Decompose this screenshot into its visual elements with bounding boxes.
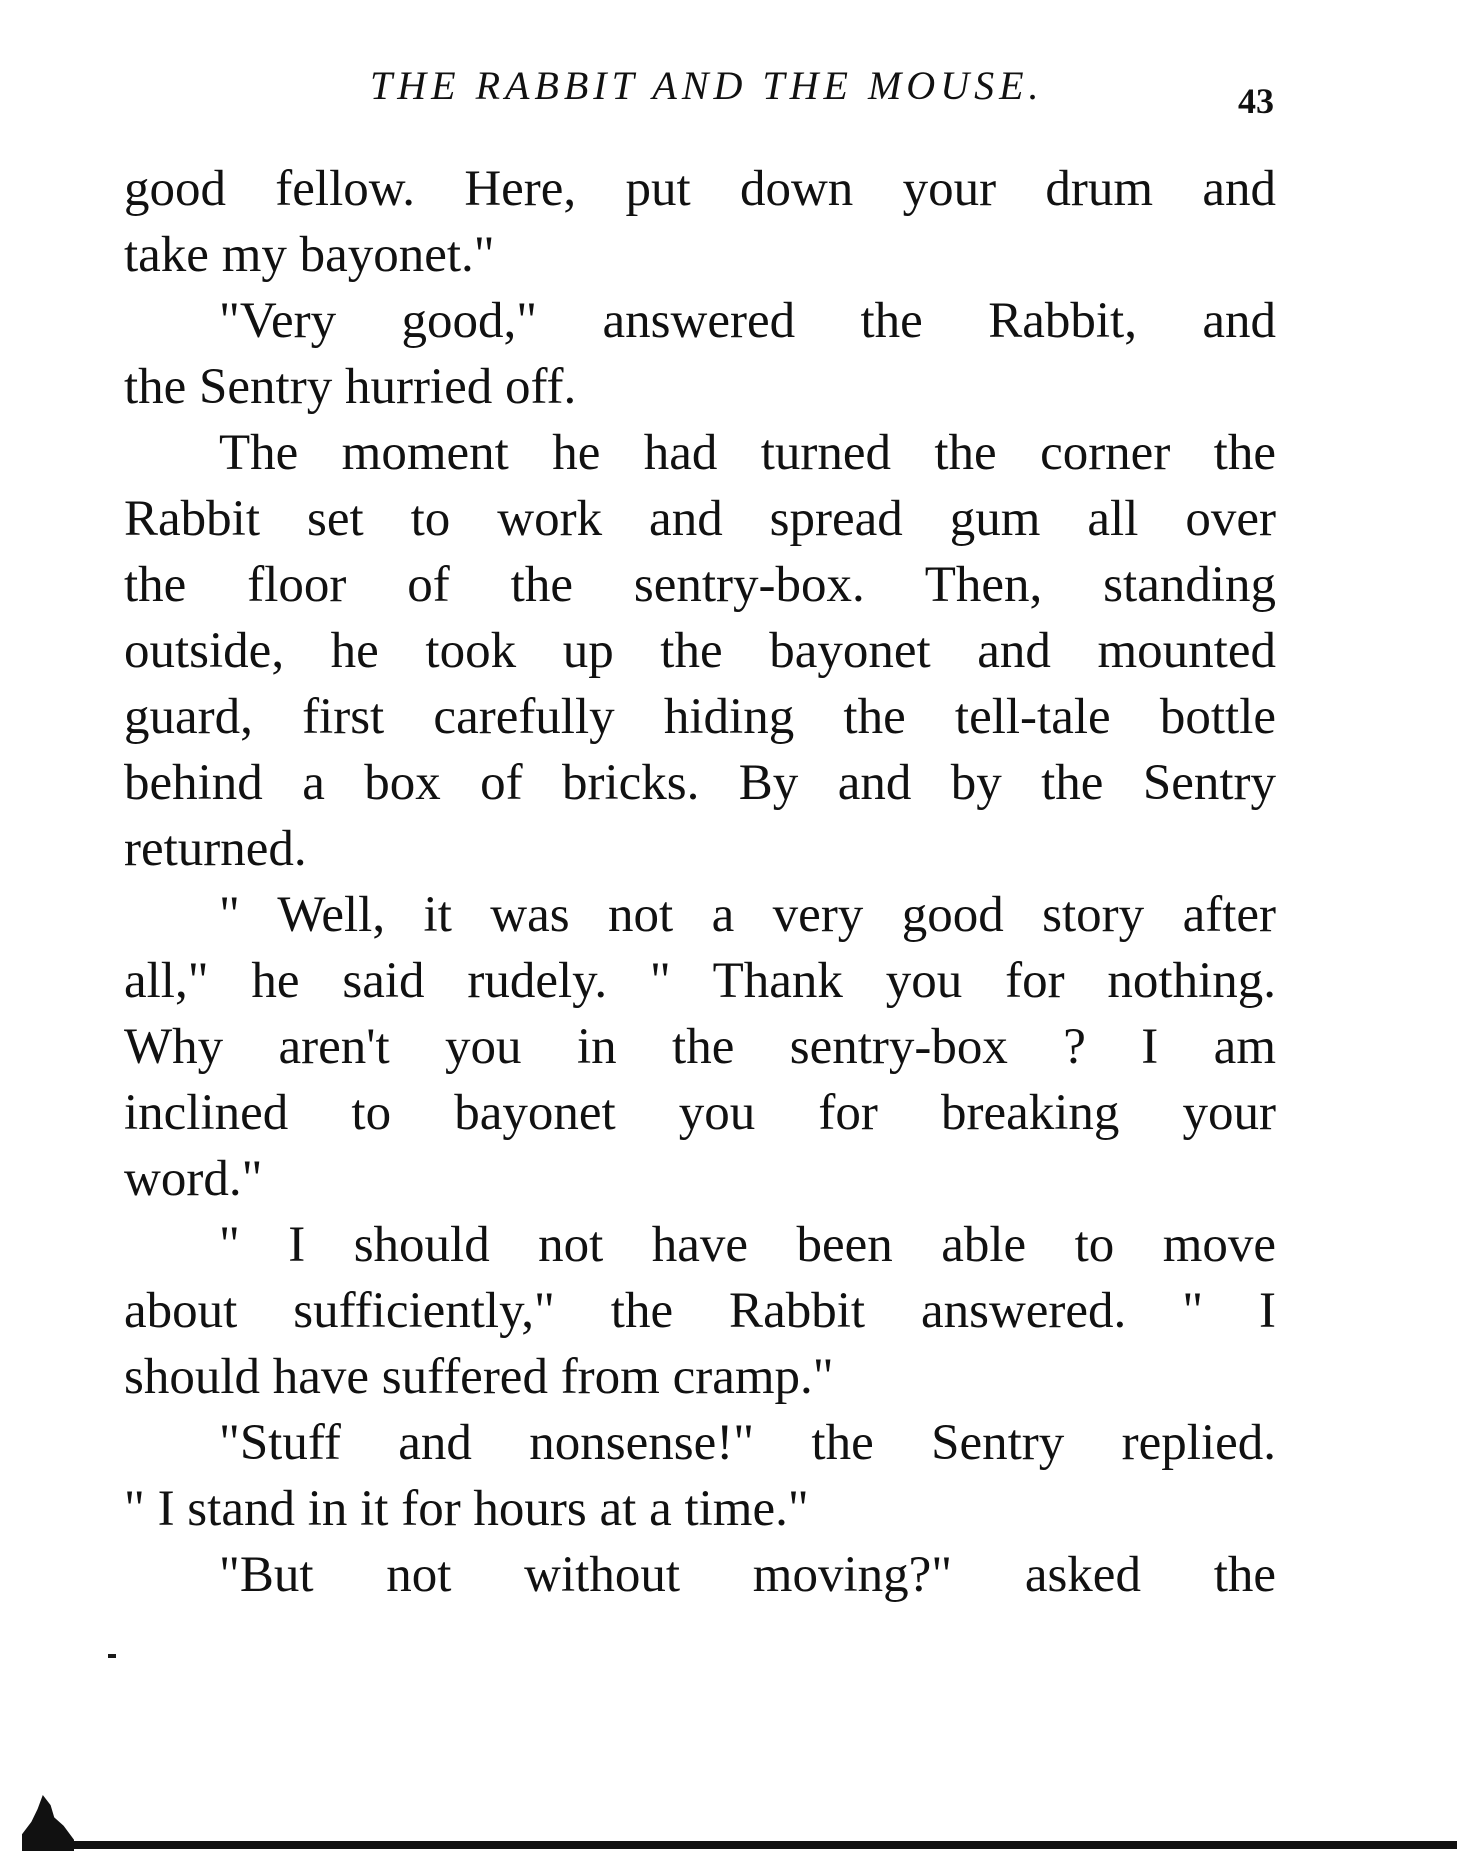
scan-speck [108, 1654, 116, 1658]
text-line: all," he said rudely. " Thank you for nothing. [124, 953, 1276, 1009]
text-line: inclined to bayonet you for breaking your [124, 1085, 1276, 1141]
text-line: "Very good," answered the Rabbit, and [219, 293, 1276, 349]
text-line: " I should not have been able to move [219, 1217, 1276, 1273]
text-line: outside, he took up the bayonet and mounted [124, 623, 1276, 679]
page-bottom-edge [60, 1841, 1457, 1849]
text-line: the Sentry hurried off. [124, 359, 577, 415]
text-line: behind a box of bricks. By and by the Sentry [124, 755, 1276, 811]
text-line: Why aren't you in the sentry-box ? I am [124, 1019, 1276, 1075]
text-line: The moment he had turned the corner the [219, 425, 1276, 481]
body-text [124, 156, 1276, 1608]
text-line: take my bayonet." [124, 227, 495, 283]
text-line: "But not without moving?" asked the [219, 1547, 1276, 1603]
running-head-title: THE RABBIT AND THE MOUSE. [370, 63, 1044, 108]
text-line: "Stuff and nonsense!" the Sentry replied. [219, 1415, 1276, 1471]
text-line: the floor of the sentry-box. Then, standing [124, 557, 1276, 613]
text-line: guard, first carefully hiding the tell-tale bottle [124, 689, 1276, 745]
page-number: 43 [1238, 81, 1274, 121]
text-line: should have suffered from cramp." [124, 1349, 834, 1405]
text-line: " I stand in it for hours at a time." [124, 1481, 809, 1537]
text-line: about sufficiently," the Rabbit answered. " I [124, 1283, 1276, 1339]
text-line: good fellow. Here, put down your drum and [124, 161, 1276, 217]
text-line: " Well, it was not a very good story after [219, 887, 1276, 943]
text-line: returned. [124, 821, 307, 877]
text-line: word." [124, 1151, 263, 1207]
text-line: Rabbit set to work and spread gum all over [124, 491, 1276, 547]
